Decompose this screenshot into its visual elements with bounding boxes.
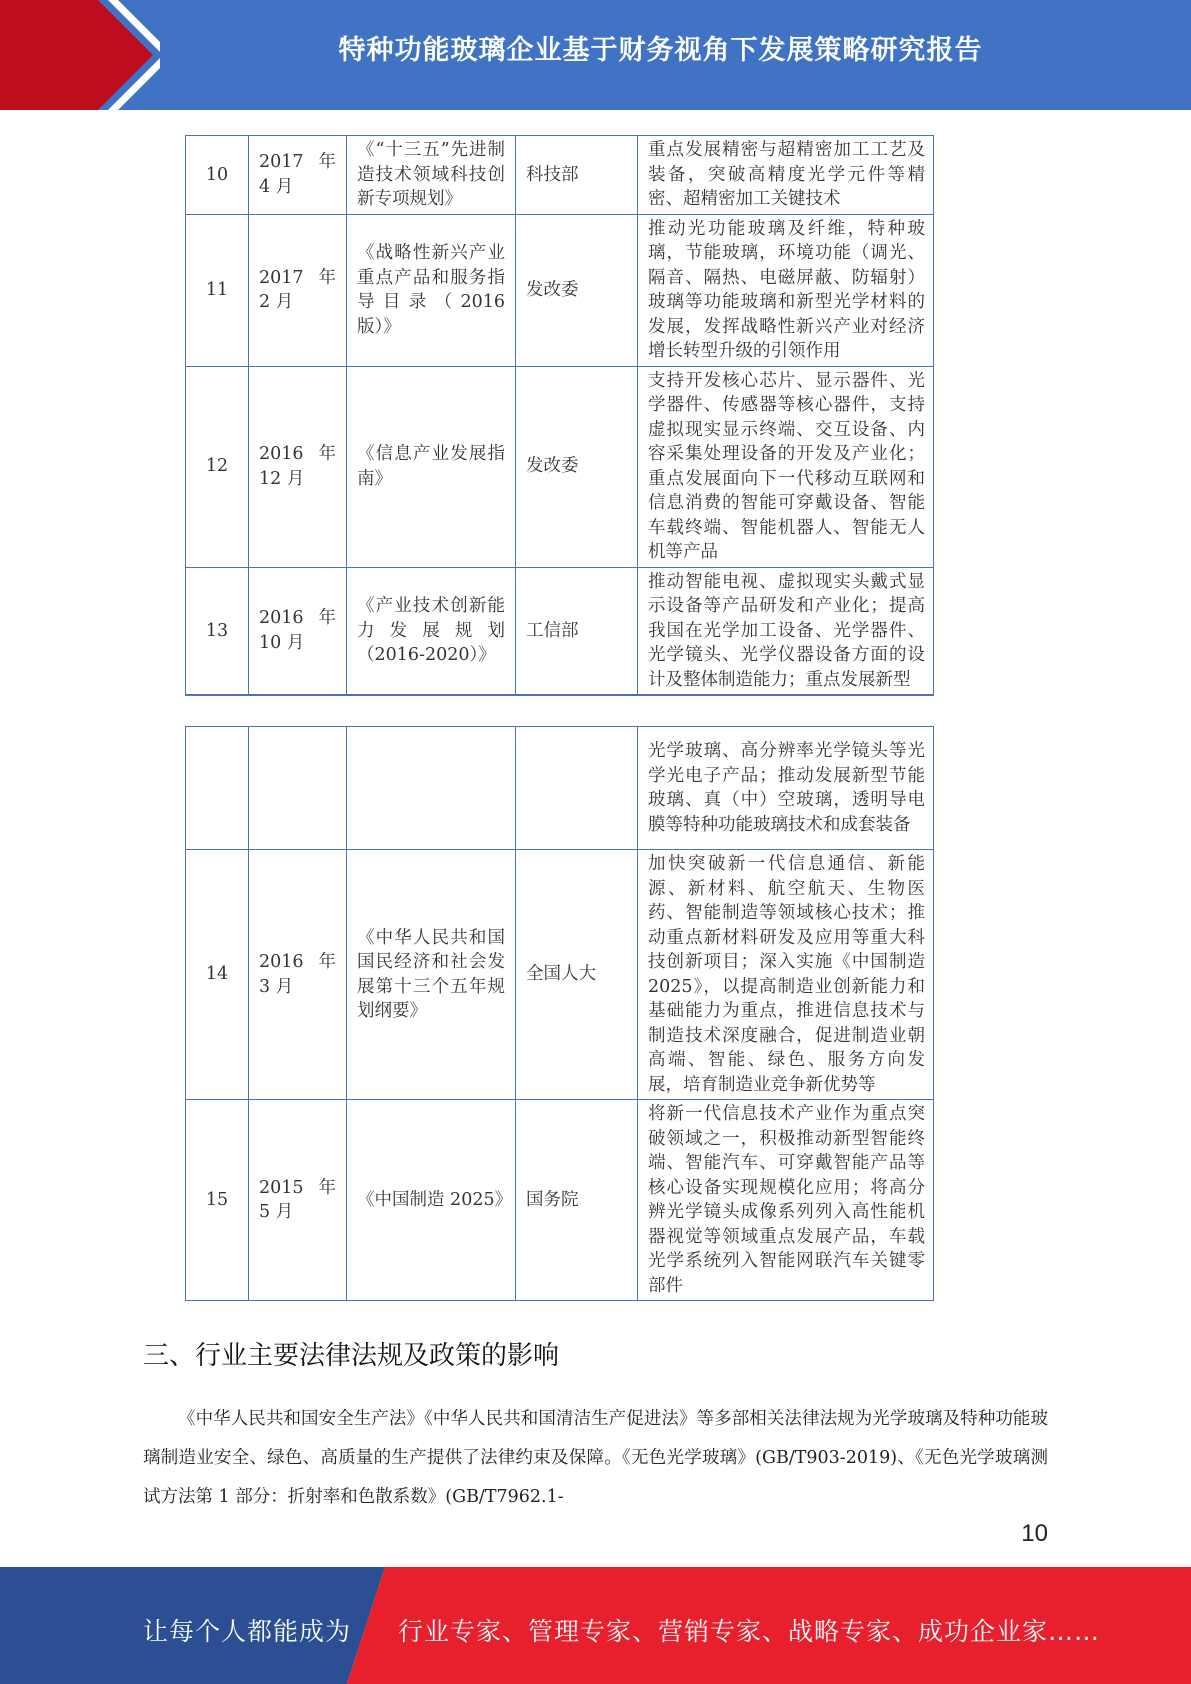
footer-slogan-left: 让每个人都能成为: [143, 1617, 352, 1646]
policy-table-continued: [185, 726, 934, 1301]
policy-content: 光学玻璃、高分辨率光学镜头等光学光电子产品；推动发展新型节能玻璃、真（中）空玻璃，透明导电膜等特种功能玻璃技术和成套装备: [638, 727, 934, 850]
issue-date: 2016 年 3 月: [249, 850, 347, 1100]
policy-document: 《战略性新兴产业重点产品和服务指导目录（2016 版）》: [347, 214, 516, 366]
table-row: [186, 214, 934, 366]
issue-date: 2017 年 2 月: [249, 214, 347, 366]
table-row: [186, 567, 934, 695]
policy-content: 加快突破新一代信息通信、新能源、新材料、航空航天、生物医药、智能制造等领域核心技术；推动重点新材料研发及应用等重大科技创新项目；深入实施《中国制造2025》，以提高制造业创新能力和基础能力为重点，推进信息技术与制造技术深度融合，促进制造业朝高端、智能、绿色、服务方向发展，培育制造业竞争新优势等: [638, 850, 934, 1100]
issue-date: 2015 年 5 月: [249, 1100, 347, 1301]
page-header: [0, 0, 1191, 110]
table-row: [186, 366, 934, 567]
issue-date: 2016 年 12 月: [249, 366, 347, 567]
policy-document: [347, 727, 516, 850]
red-arrow-icon: [0, 0, 160, 110]
row-number: 14: [186, 850, 249, 1100]
row-number: 13: [186, 567, 249, 695]
row-number: [186, 727, 249, 850]
policy-content: 支持开发核心芯片、显示器件、光学器件、传感器等核心器件，支持虚拟现实显示终端、交互设备、内容采集处理设备的开发及产业化；重点发展面向下一代移动互联网和信息消费的智能可穿戴设备、智能车载终端、智能机器人、智能无人机等产品: [638, 366, 934, 567]
issuing-department: [516, 727, 638, 850]
section-paragraph: 《中华人民共和国安全生产法》《中华人民共和国清洁生产促进法》等多部相关法律法规为光学玻璃及特种功能玻璃制造业安全、绿色、高质量的生产提供了法律约束及保障。《无色光学玻璃》(GB/T903-2019)、《无色光学玻璃测试方法第 1 部分：折射率和色散系数》(GB/T7962.1-: [143, 1409, 1048, 1507]
issuing-department: 发改委: [516, 366, 638, 567]
issuing-department: 发改委: [516, 214, 638, 366]
issue-date: [249, 727, 347, 850]
policy-document: 《中国制造 2025》: [347, 1100, 516, 1301]
issue-date: 2016 年 10 月: [249, 567, 347, 695]
report-title: 特种功能玻璃企业基于财务视角下发展策略研究报告: [338, 35, 983, 66]
page-number: 10: [1021, 1520, 1048, 1547]
table-row: [186, 727, 934, 850]
policy-content: 推动智能电视、虚拟现实头戴式显示设备等产品研发和产业化；提高我国在光学加工设备、光学器件、光学镜头、光学仪器设备方面的设计及整体制造能力；重点发展新型: [638, 567, 934, 695]
issuing-department: 国务院: [516, 1100, 638, 1301]
row-number: 11: [186, 214, 249, 366]
issuing-department: 全国人大: [516, 850, 638, 1100]
section-heading: 三、行业主要法律法规及政策的影响: [143, 1341, 560, 1371]
row-number: 12: [186, 366, 249, 567]
policy-table: [185, 135, 934, 696]
issuing-department: 工信部: [516, 567, 638, 695]
table-row: [186, 850, 934, 1100]
policy-content: 重点发展精密与超精密加工工艺及装备，突破高精度光学元件等精密、超精密加工关键技术: [638, 136, 934, 215]
row-number: 10: [186, 136, 249, 215]
table-row: [186, 1100, 934, 1301]
issue-date: 2017 年 4 月: [249, 136, 347, 215]
footer-slogan-right: 行业专家、管理专家、营销专家、战略专家、成功企业家……: [398, 1617, 1101, 1646]
issuing-department: 科技部: [516, 136, 638, 215]
policy-content: 推动光功能玻璃及纤维，特种玻璃，节能玻璃，环境功能（调光、隔音、隔热、电磁屏蔽、防辐射）玻璃等功能玻璃和新型光学材料的发展，发挥战略性新兴产业对经济增长转型升级的引领作用: [638, 214, 934, 366]
policy-document: 《产业技术创新能力发展规划（2016-2020）》: [347, 567, 516, 695]
policy-document: 《“十三五”先进制造技术领域科技创新专项规划》: [347, 136, 516, 215]
table-row: [186, 136, 934, 215]
policy-document: 《中华人民共和国国民经济和社会发展第十三个五年规划纲要》: [347, 850, 516, 1100]
page-footer: [0, 1567, 1191, 1684]
row-number: 15: [186, 1100, 249, 1301]
policy-content: 将新一代信息技术产业作为重点突破领域之一，积极推动新型智能终端、智能汽车、可穿戴智能产品等核心设备实现规模化应用；将高分辨光学镜头成像系列列入高性能机器视觉等领域重点发展产品，车载光学系统列入智能网联汽车关键零部件: [638, 1100, 934, 1301]
policy-document: 《信息产业发展指南》: [347, 366, 516, 567]
